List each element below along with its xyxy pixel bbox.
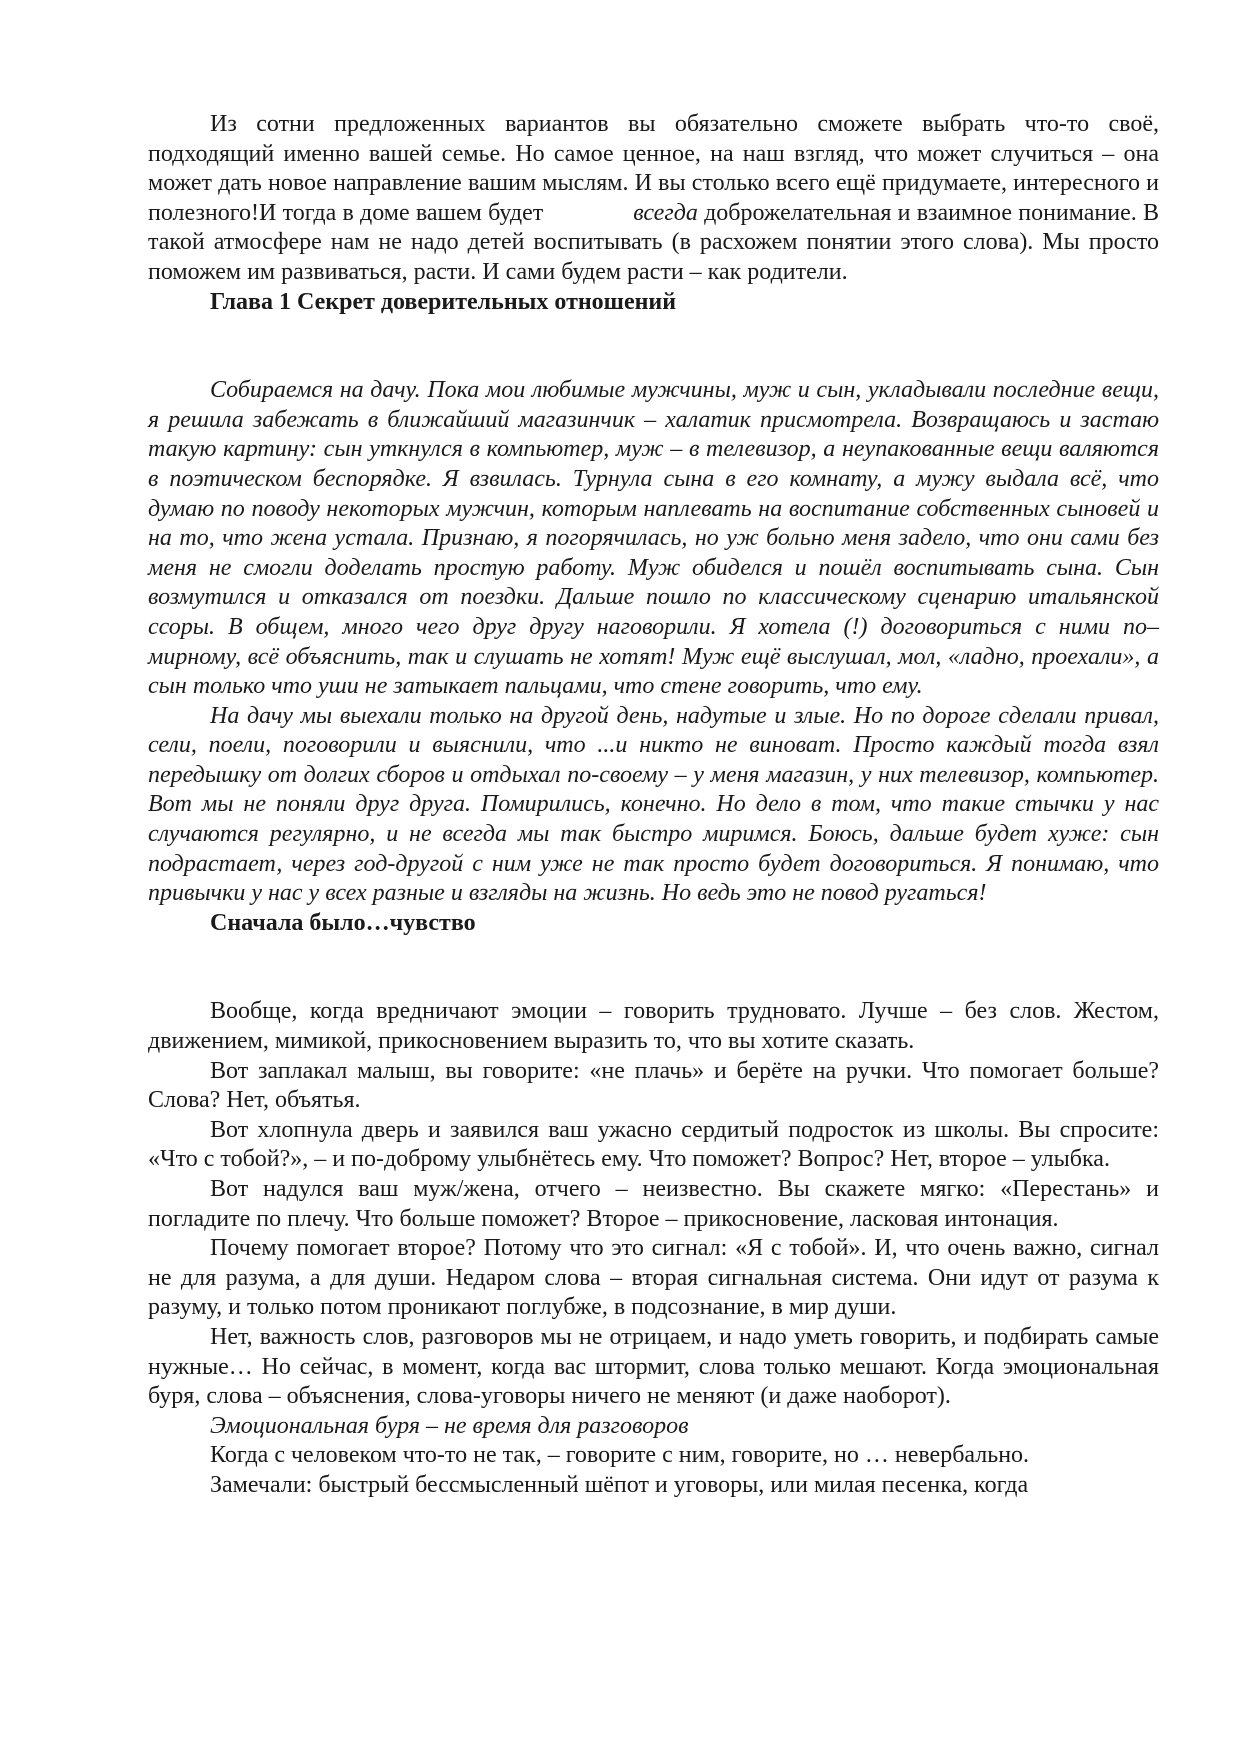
emphasis-subheading: Эмоциональная буря – не время для разговоров [210,1412,689,1439]
chapter-heading: Глава 1 Секрет доверительных отношений [210,288,677,315]
body-paragraph: Вообще, когда вредничают эмоции – говорить трудновато. Лучше – без слов. Жестом, движением, мимикой, прикосновением выразить то, что вы хотите сказать. [148,998,1159,1055]
body-paragraph: Почему помогает второе? Потому что это сигнал: «Я с тобой». И, что очень важно, сигнал не для разума, а для души. Недаром слова – вторая сигнальная система. Они идут от разума к разуму, и только потом проникают поглубже, в подсознание, в мир души. [148,1235,1159,1321]
spacer [148,938,1159,997]
body-paragraph: Когда с человеком что-то не так, – говорите с ним, говорите, но … невербально. [210,1442,1030,1469]
story-paragraph-2: На дачу мы выехали только на другой день, надутые и злые. Но по дороге сделали привал, сели, поели, поговорили и выяснили, что ...и никто не виноват. Просто каждый тогда взял передышку от долгих сборов и отдыхал по-своему – у меня магазин, у них телевизор, компьютер. Вот мы не поняли друг друга. Помирились, конечно. Но дело в том, что такие стычки у нас случаются регулярно, и не всегда мы так быстро миримся. Боюсь, дальше будет хуже: сын подрастает, через год-другой с ним уже не так просто будет договориться. Я понимаю, что привычки у нас у всех разные и взгляды на жизнь. Но ведь это не повод ругаться! [148,702,1159,907]
intro-paragraph [148,110,1159,288]
story-paragraph-1: Собираемся на дачу. Пока мои любимые мужчины, муж и сын, укладывали последние вещи, я решила забежать в ближайший магазинчик – халатик присмотрела. Возвращаюсь и застаю такую картину: сын уткнулся в компьютер, муж – в телевизор, а неупакованные вещи валяются в поэтическом беспорядке. Я взвилась. Турнула сына в его комнату, а мужу выдала всё, что думаю по поводу некоторых мужчин, которым наплевать на воспитание собственных сыновей и на то, что жена устала. Признаю, я погорячилась, но уж больно меня задело, что они сами без меня не смогли доделать простую работу. Муж обиделся и пошёл воспитывать сына. Сын возмутился и отказался от поездки. Дальше пошло по классическому сценарию итальянской ссоры. В общем, много чего друг другу наговорили. Я хотела (!) договориться с ними по– мирному, всё объяснить, так и слушать не хотят! Муж ещё выслушал, мол, «ладно, проехали», а сын только что уши не затыкает пальцами, что стене говорить, что ему. [148,377,1159,700]
intro-emphasis: всегда [633,199,698,226]
body-paragraph: Вот надулся ваш муж/жена, отчего – неизвестно. Вы скажете мягко: «Перестань» и погладите по плечу. Что больше поможет? Второе – прикосновение, ласковая интонация. [148,1176,1159,1232]
document-page [148,110,1159,1501]
body-paragraph: Вот хлопнула дверь и заявился ваш ужасно сердитый подросток из школы. Вы спросите: «Что с тобой?», – и по-доброму улыбнётесь ему. Что поможет? Вопрос? Нет, второе – улыбка. [148,1116,1159,1173]
body-paragraph: Вот заплакал малыш, вы говорите: «не плачь» и берёте на ручки. Что помогает больше? Слова? Нет, объятья. [148,1057,1159,1114]
spacer [148,317,1159,376]
intro-text-end: доброжелательная и взаимное понимание. В такой атмосфере нам не надо детей воспитывать (в расхожем понятии этого слова). Мы просто поможем им развиваться, расти. И сами будем расти – как родители. [148,199,1160,285]
body-paragraph: Замечали: быстрый бессмысленный шёпот и уговоры, или милая песенка, когда [210,1471,1029,1498]
section-heading: Сначала было…чувство [210,909,476,936]
body-paragraph: Нет, важность слов, разговоров мы не отрицаем, и надо уметь говорить, и подбирать самые нужные… Но сейчас, в момент, когда вас штормит, слова только мешают. Когда эмоциональная буря, слова – объяснения, слова-уговоры ничего не меняют (и даже наоборот). [148,1323,1159,1410]
intro-text-start: Из сотни предложенных вариантов вы обязательно сможете выбрать что-то своё, подходящий именно вашей семье. Но самое ценное, на наш взгляд, что может случиться – она может дать новое направление вашим мыслям. И вы столько всего ещё придумаете, интересного и полезного!И тогда в доме вашем будет [148,111,1159,226]
